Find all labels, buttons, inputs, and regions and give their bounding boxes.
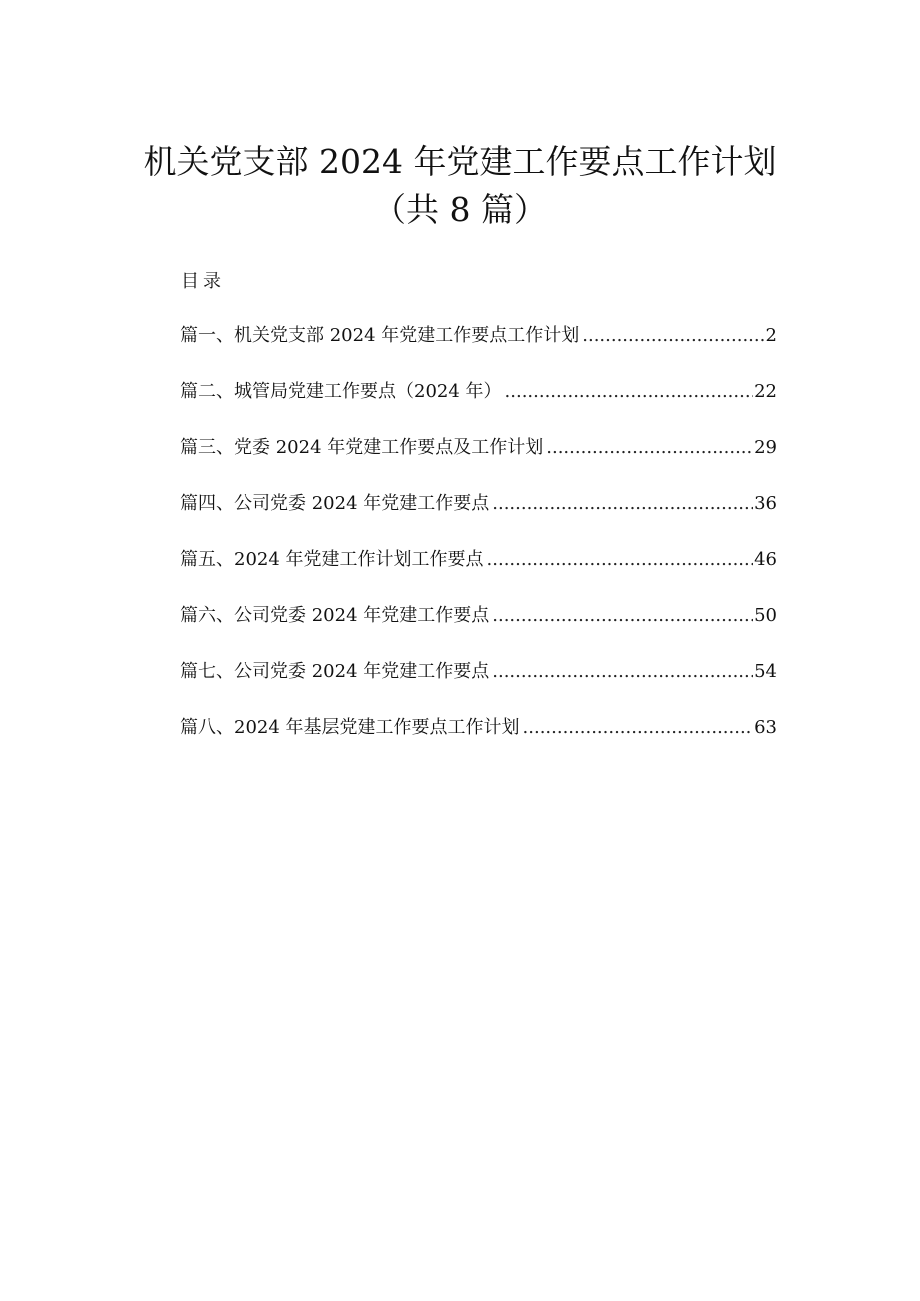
toc-entry-8[interactable] [180, 714, 777, 770]
toc-entry-page: 36 [754, 493, 777, 514]
toc-entry-page: 2 [765, 325, 777, 346]
toc-dot-leader [492, 602, 753, 630]
toc-entry-label: 篇六、公司党委 2024 年党建工作要点 [180, 605, 490, 626]
toc-entry-label: 篇七、公司党委 2024 年党建工作要点 [180, 661, 490, 682]
toc-entry-label: 篇三、党委 2024 年党建工作要点及工作计划 [180, 437, 544, 458]
toc-entry-page: 54 [754, 661, 777, 682]
toc-dot-leader [492, 490, 753, 518]
toc-entry-page: 63 [754, 717, 777, 738]
toc-dot-leader [505, 378, 754, 406]
toc-entry-3[interactable] [180, 434, 777, 490]
toc-dot-leader [492, 658, 753, 686]
toc-entry-label: 篇五、2024 年党建工作计划工作要点 [180, 549, 484, 570]
document-subtitle: （共 8 篇） [373, 190, 547, 229]
toc-entry-6[interactable] [180, 602, 777, 658]
toc-entry-label: 篇二、城管局党建工作要点（2024 年） [180, 381, 502, 402]
toc-entry-label: 篇一、机关党支部 2024 年党建工作要点工作计划 [180, 325, 580, 346]
toc-entry-page: 22 [754, 381, 777, 402]
toc-dot-leader [546, 434, 753, 462]
toc-entry-2[interactable] [180, 378, 777, 434]
toc-dot-leader [582, 322, 764, 350]
toc-entry-label: 篇八、2024 年基层党建工作要点工作计划 [180, 717, 520, 738]
toc-entry-7[interactable] [180, 658, 777, 714]
toc-entry-page: 29 [754, 437, 777, 458]
document-title: 机关党支部 2024 年党建工作要点工作计划 [143, 142, 777, 181]
toc-entry-page: 46 [754, 549, 777, 570]
toc-entry-page: 50 [754, 605, 777, 626]
toc-entry-1[interactable] [180, 322, 777, 378]
toc-dot-leader [487, 546, 754, 574]
toc-entry-4[interactable] [180, 490, 777, 546]
toc-entry-5[interactable] [180, 546, 777, 602]
toc-dot-leader [523, 714, 754, 742]
toc-entry-label: 篇四、公司党委 2024 年党建工作要点 [180, 493, 490, 514]
toc-heading: 目录 [181, 271, 225, 292]
table-of-contents [180, 322, 777, 770]
